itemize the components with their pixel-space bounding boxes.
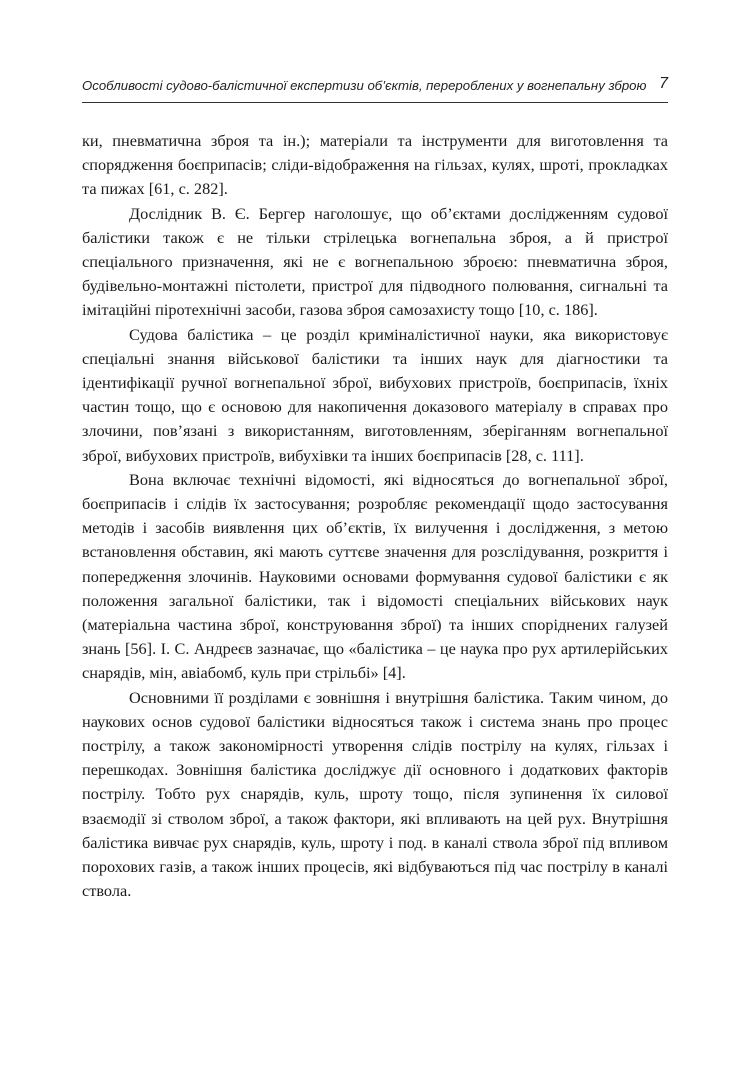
paragraph: Судова балістика – це розділ криміналістичної науки, яка використовує спеціальні знання військової балістики та інших наук для діагностики та ідентифікації ручної вогнепальної зброї, вибухових пристроїв, боєприпасів, їхніх частин тощо, що є основою для накопичення доказового матеріалу в справах про злочини, пов’язані з використанням, виготовленням, зберіганням вогнепальної зброї, вибухових пристроїв, вибухівки та інших боєприпасів [28, с. 111].: [82, 324, 668, 465]
paragraph: Основними її розділами є зовнішня і внутрішня балістика. Таким чином, до наукових основ судової балістики відносяться також і система знань про процес пострілу, а також закономірності утворення слідів пострілу на кулях, гільзах і перешкодах. Зовнішня балістика досліджує дії основного і додаткових факторів пострілу. Тобто рух снарядів, куль, шроту тощо, після зупинення їх силової взаємодії зі стволом зброї, а також фактори, які впливають на цей рух. Внутрішня балістика вивчає рух снарядів, куль, шроту і под. в каналі ствола зброї під впливом порохових газів, а також інших процесів, які відбуваються під час пострілу в каналі ствола.: [82, 687, 668, 901]
paragraph: ки, пневматична зброя та ін.); матеріали та інструменти для виготовлення та спорядження боєприпасів; сліди-відображення на гільзах, кулях, шроті, прокладках та пижах [61, с. 282].: [82, 131, 668, 199]
header-rule: [82, 102, 668, 103]
page-number: 7: [659, 75, 668, 92]
paragraph: Вона включає технічні відомості, які відносяться до вогнепальної зброї, боєприпасів і слідів їх застосування; розробляє рекомендації щодо застосування методів і засобів виявлення цих об’єктів, їх вилучення і дослідження, з метою встановлення обставин, які мають суттєве значення для розслідування, розкриття і попередження злочинів. Науковими основами формування судової балістики є як положення загальної балістики, так і відомості спеціальних військових наук (матеріальна частина зброї, конструювання зброї) та інших споріднених галузей знань [56]. І. С. Андреєв зазначає, що «балістика – це наука про рух артилерійських снарядів, мін, авіабомб, куль при стрільбі» [4].: [82, 469, 668, 683]
paragraph: Дослідник В. Є. Бергер наголошує, що об’єктами дослідженням судової балістики також є не тільки стрілецька вогнепальна зброя, а й пристрої спеціального призначення, які не є вогнепальною зброєю: пневматична зброя, будівельно-монтажні пістолети, пристрої для підводного полювання, сигнальні та імітаційні піротехнічні засоби, газова зброя самозахисту тощо [10, с. 186].: [82, 203, 668, 320]
running-header: [82, 74, 668, 98]
running-header-title: Особливості судово-балістичної експертизи об’єктів, перероблених у вогнепальну зброю: [82, 78, 647, 93]
body-text: [82, 129, 668, 904]
